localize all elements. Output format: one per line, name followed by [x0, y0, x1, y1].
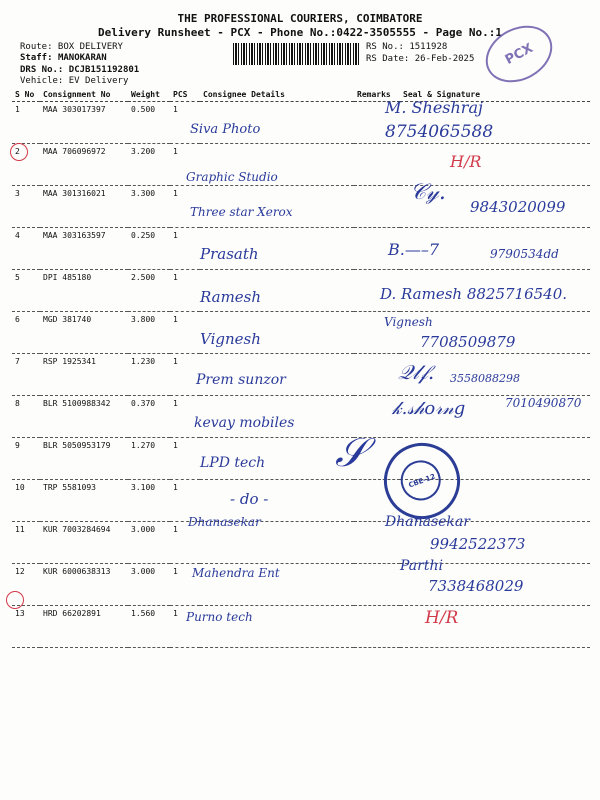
runsheet-table — [12, 88, 590, 648]
signature-9-scribble: 𝒮 — [335, 430, 366, 476]
row-weight: 1.230 — [128, 354, 170, 396]
table-row — [12, 396, 590, 438]
handwritten-consignee-11: Dhanasekar — [188, 515, 261, 529]
table-row — [12, 606, 590, 648]
row-consignment: MGD 381740 — [40, 312, 128, 354]
drs-label: DRS No.: — [20, 65, 64, 75]
handwritten-consignee-6: Vignesh — [200, 330, 261, 348]
row-sno: 7 — [12, 354, 40, 396]
handwritten-consignee-13: Purno tech — [186, 610, 253, 624]
col-weight: Weight — [128, 88, 170, 102]
row-sno: 5 — [12, 270, 40, 312]
handwritten-consignee-10: - do - — [230, 490, 269, 508]
row-weight: 3.000 — [128, 564, 170, 606]
signature-11-phone: 9942522373 — [430, 535, 526, 553]
signature-6-phone: 7708509879 — [420, 333, 516, 351]
table-row — [12, 102, 590, 144]
signature-13-mark: H/R — [425, 608, 459, 628]
row-pcs: 1 — [170, 270, 200, 312]
signature-1-name: M. Sheshraj — [385, 98, 483, 117]
table-row — [12, 438, 590, 480]
handwritten-consignee-9: LPD tech — [200, 455, 266, 471]
row-weight: 2.500 — [128, 270, 170, 312]
row-pcs: 1 — [170, 564, 200, 606]
signature-2-mark: H/R — [450, 152, 482, 171]
row-sno: 3 — [12, 186, 40, 228]
staff-info — [20, 52, 107, 64]
row-pcs: 1 — [170, 312, 200, 354]
row-weight: 3.100 — [128, 480, 170, 522]
col-consignment: Consignment No — [40, 88, 128, 102]
row-pcs: 1 — [170, 396, 200, 438]
signature-11-name: Dhanasekar — [385, 514, 470, 530]
staff-value: MANOKARAN — [57, 53, 107, 63]
row-weight: 3.300 — [128, 186, 170, 228]
row-weight: 0.250 — [128, 228, 170, 270]
vehicle-info: Vehicle: EV Delivery — [20, 76, 129, 86]
signature-3-scribble: 𝒞𝓎. — [410, 180, 446, 205]
row-weight: 1.560 — [128, 606, 170, 648]
table-row — [12, 144, 590, 186]
table-header-row — [12, 88, 590, 102]
barcode — [233, 43, 361, 65]
row-consignment: KUR 7003284694 — [40, 522, 128, 564]
handwritten-consignee-12: Mahendra Ent — [192, 566, 280, 580]
signature-6-name: Vignesh — [384, 315, 433, 329]
row-consignment: MAA 303017397 — [40, 102, 128, 144]
row-sno: 8 — [12, 396, 40, 438]
row-pcs: 1 — [170, 102, 200, 144]
route-info: Route: BOX DELIVERY — [20, 42, 123, 52]
row-consignment: BLR 5050953179 — [40, 438, 128, 480]
signature-8-scribble: 𝓀.𝓈𝒽𝑜𝓇𝓃𝑔 — [392, 398, 466, 419]
col-remarks: Remarks — [354, 88, 400, 102]
row-consignment: HRD 66202891 — [40, 606, 128, 648]
row-pcs: 1 — [170, 438, 200, 480]
signature-7-phone: 3558088298 — [450, 372, 520, 385]
handwritten-consignee-3: Three star Xerox — [190, 205, 293, 219]
col-consignee: Consignee Details — [200, 88, 354, 102]
row-pcs: 1 — [170, 354, 200, 396]
row-2-circle-mark — [10, 143, 28, 161]
handwritten-consignee-1: Siva Photo — [190, 122, 261, 137]
pcx-stamp: PCX — [476, 15, 562, 94]
row-sno: 1 — [12, 102, 40, 144]
row-sno: 13 — [12, 606, 40, 648]
signature-12-phone: 7338468029 — [428, 577, 524, 595]
row-consignment: MAA 303163597 — [40, 228, 128, 270]
signature-5: D. Ramesh 8825716540. — [380, 285, 568, 303]
col-pcs: PCS — [170, 88, 200, 102]
row-sno: 9 — [12, 438, 40, 480]
drs-value: DCJB151192801 — [68, 65, 140, 75]
row-weight: 3.800 — [128, 312, 170, 354]
row-sno: 6 — [12, 312, 40, 354]
row-consignment: BLR 5100988342 — [40, 396, 128, 438]
row-consignment: MAA 301316021 — [40, 186, 128, 228]
row-sno: 4 — [12, 228, 40, 270]
row-weight: 1.270 — [128, 438, 170, 480]
row-consignment: KUR 6000638313 — [40, 564, 128, 606]
row-pcs: 1 — [170, 522, 200, 564]
table-row — [12, 480, 590, 522]
company-title: THE PROFESSIONAL COURIERS, COIMBATORE — [177, 12, 423, 25]
row-pcs: 1 — [170, 144, 200, 186]
row-sno: 12 — [12, 564, 40, 606]
rs-date: RS Date: 26-Feb-2025 — [366, 54, 475, 64]
handwritten-consignee-8: kevay mobiles — [194, 415, 295, 431]
signature-7-scribble: 𝒬𝓁𝒻. — [398, 360, 435, 384]
col-sno: S No — [12, 88, 40, 102]
signature-4-phone: 9790534dd — [490, 247, 559, 261]
row-weight: 0.370 — [128, 396, 170, 438]
row-pcs: 1 — [170, 186, 200, 228]
signature-4-scribble: B.—–7 — [388, 240, 440, 259]
row-weight: 3.200 — [128, 144, 170, 186]
row-pcs: 1 — [170, 606, 200, 648]
row-weight: 0.500 — [128, 102, 170, 144]
handwritten-consignee-4: Prasath — [200, 245, 259, 263]
row-sno: 10 — [12, 480, 40, 522]
handwritten-consignee-2: Graphic Studio — [186, 170, 278, 184]
row-pcs: 1 — [170, 228, 200, 270]
signature-1-phone: 8754065588 — [385, 122, 494, 142]
row-consignment: RSP 1925341 — [40, 354, 128, 396]
staff-label: Staff: — [20, 53, 53, 63]
rs-number: RS No.: 1511928 — [366, 42, 448, 52]
row-sno: 2 — [12, 144, 40, 186]
signature-12-name: Parthi — [400, 558, 443, 574]
row-weight: 3.000 — [128, 522, 170, 564]
handwritten-consignee-7: Prem sunzor — [196, 372, 286, 388]
signature-3-phone: 9843020099 — [470, 198, 566, 216]
row-sno: 11 — [12, 522, 40, 564]
row-consignment: DPI 485180 — [40, 270, 128, 312]
runsheet-subtitle: Delivery Runsheet - PCX - Phone No.:0422-3505555 - Page No.:1 — [98, 26, 502, 39]
row-13-circle-mark — [6, 591, 24, 609]
round-seal-stamp: CBE-12 — [373, 432, 470, 529]
row-consignment: TRP 5581093 — [40, 480, 128, 522]
handwritten-consignee-5: Ramesh — [200, 288, 262, 306]
signature-8-phone: 7010490870 — [505, 396, 582, 410]
col-signature: Seal & Signature — [400, 88, 590, 102]
row-pcs: 1 — [170, 480, 200, 522]
row-consignment: MAA 706096972 — [40, 144, 128, 186]
